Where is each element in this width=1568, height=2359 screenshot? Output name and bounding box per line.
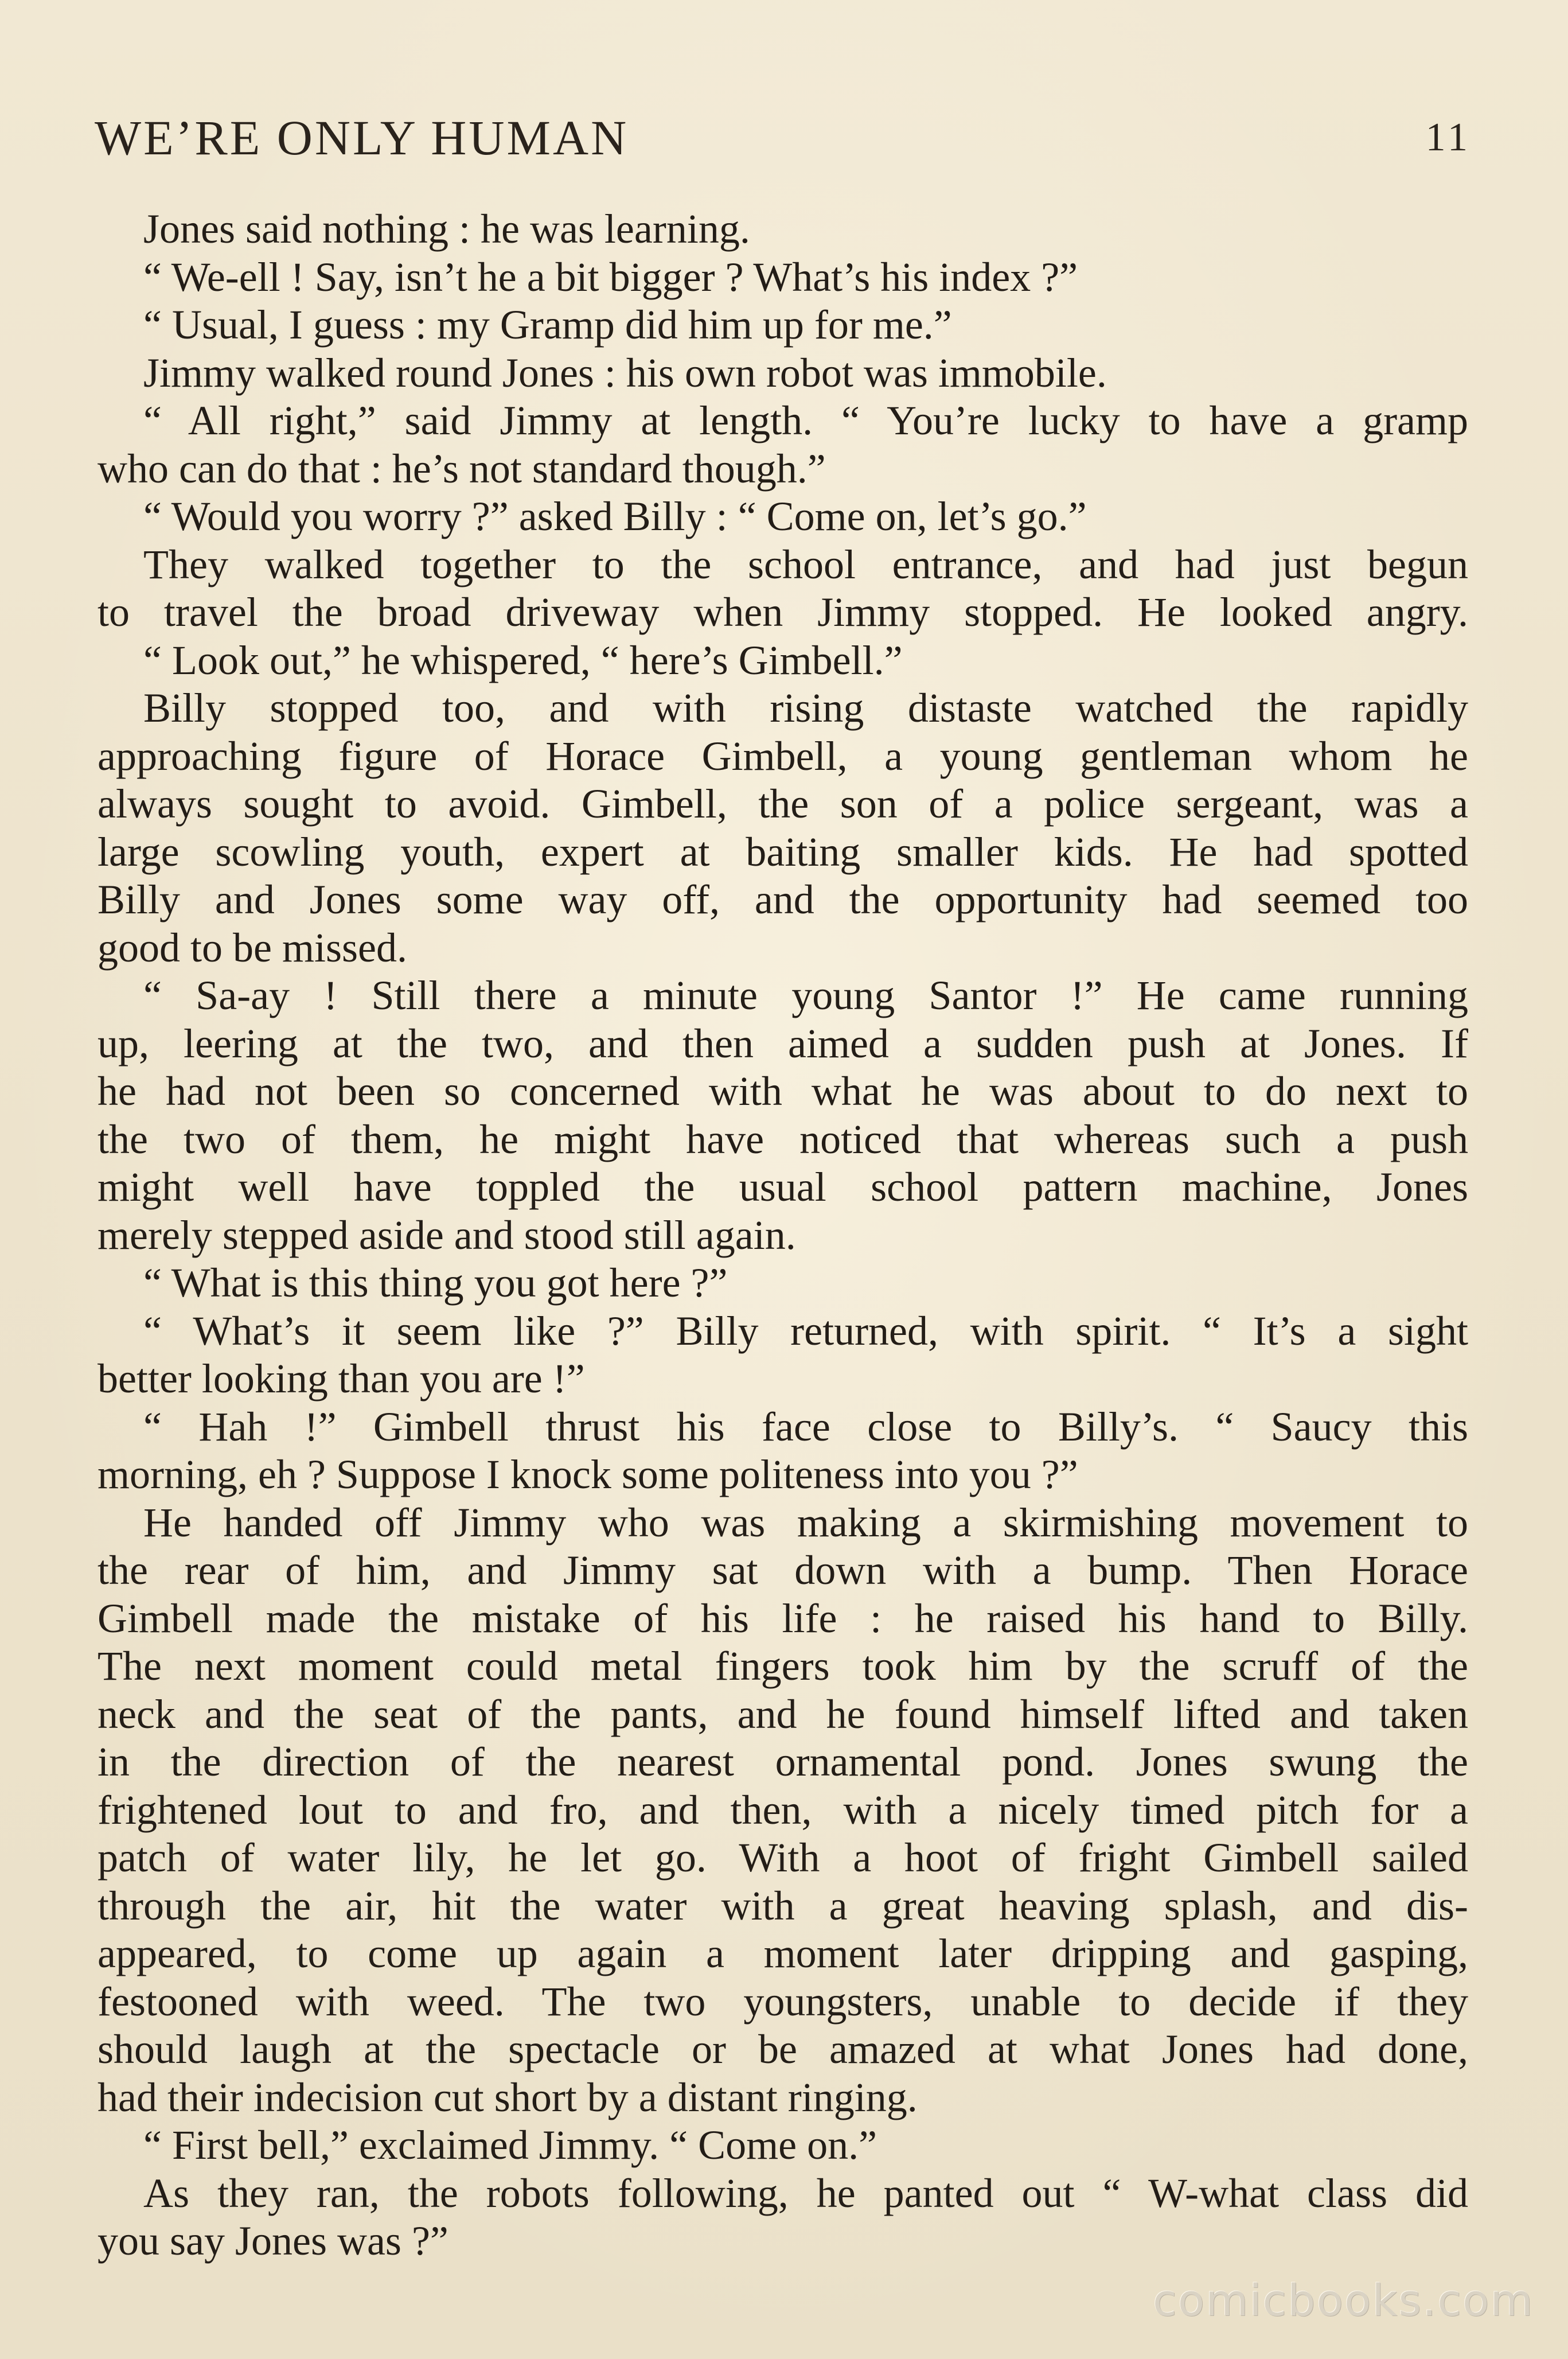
- text-line: “ Would you worry ?” asked Billy : “ Come on, let’s go.”: [143, 493, 1087, 539]
- text-line: had their indecision cut short by a distant ringing.: [97, 2074, 918, 2120]
- text-line: Gimbell made the mistake of his life : he raised his hand to Billy.: [97, 1595, 1468, 1641]
- text-line: to travel the broad driveway when Jimmy stopped. He looked angry.: [97, 589, 1468, 635]
- text-line: large scowling youth, expert at baiting smaller kids. He had spotted: [97, 828, 1468, 875]
- text-line: “ We-ell ! Say, isn’t he a bit bigger ? What’s his index ?”: [143, 254, 1078, 300]
- text-line: might well have toppled the usual school pattern machine, Jones: [97, 1164, 1468, 1210]
- text-line: neck and the seat of the pants, and he found himself lifted and taken: [97, 1691, 1468, 1737]
- text-line: better looking than you are !”: [97, 1356, 585, 1402]
- text-line: merely stepped aside and stood still again.: [97, 1212, 796, 1258]
- text-line: approaching figure of Horace Gimbell, a young gentleman whom he: [97, 733, 1468, 779]
- text-line: who can do that : he’s not standard though.”: [97, 445, 826, 492]
- text-line: He handed off Jimmy who was making a skirmishing movement to: [143, 1499, 1468, 1546]
- text-line: you say Jones was ?”: [97, 2218, 448, 2264]
- text-line: “ Look out,” he whispered, “ here’s Gimbell.”: [143, 637, 903, 683]
- text-line: Billy and Jones some way off, and the opportunity had seemed too: [97, 877, 1468, 922]
- text-line: appeared, to come up again a moment later dripping and gasping,: [97, 1930, 1468, 1976]
- body-text: [97, 205, 1468, 2265]
- text-line: festooned with weed. The two youngsters, unable to decide if they: [97, 1978, 1468, 2025]
- text-line: the two of them, he might have noticed that whereas such a push: [97, 1116, 1468, 1162]
- page-number: 11: [1425, 115, 1471, 159]
- running-head: [95, 103, 1471, 172]
- text-line: frightened lout to and fro, and then, with a nicely timed pitch for a: [97, 1786, 1468, 1833]
- text-line: Jones said nothing : he was learning.: [143, 206, 750, 252]
- text-line: morning, eh ? Suppose I knock some politeness into you ?”: [97, 1451, 1078, 1497]
- text-line: “ What is this thing you got here ?”: [143, 1260, 728, 1306]
- text-line: “ Sa-ay ! Still there a minute young Santor !” He came running: [143, 972, 1468, 1018]
- text-line: always sought to avoid. Gimbell, the son of a police sergeant, was a: [97, 781, 1468, 827]
- text-line: “ What’s it seem like ?” Billy returned, with spirit. “ It’s a sight: [143, 1307, 1468, 1354]
- text-line: the rear of him, and Jimmy sat down with a bump. Then Horace: [97, 1547, 1468, 1593]
- running-title: WE’RE ONLY HUMAN: [95, 110, 629, 165]
- text-line: They walked together to the school entrance, and had just begun: [143, 541, 1468, 587]
- text-line: good to be missed.: [97, 924, 407, 971]
- text-line: through the air, hit the water with a great heaving splash, and dis-: [97, 1882, 1468, 1929]
- text-line: Jimmy walked round Jones : his own robot was immobile.: [143, 349, 1107, 396]
- text-line: up, leering at the two, and then aimed a sudden push at Jones. If: [97, 1020, 1468, 1066]
- text-line: Billy stopped too, and with rising distaste watched the rapidly: [143, 685, 1468, 731]
- watermark: comicbooks.com: [1153, 2275, 1534, 2326]
- text-line: should laugh at the spectacle or be amazed at what Jones had done,: [97, 2026, 1468, 2072]
- text-line: “ All right,” said Jimmy at length. “ You’re lucky to have a gramp: [143, 398, 1468, 443]
- text-line: “ First bell,” exclaimed Jimmy. “ Come on.”: [143, 2122, 877, 2168]
- text-line: he had not been so concerned with what he was about to do next to: [97, 1068, 1468, 1114]
- text-line: “ Usual, I guess : my Gramp did him up for me.”: [143, 302, 952, 348]
- text-line: in the direction of the nearest ornamental pond. Jones swung the: [97, 1739, 1468, 1785]
- text-line: patch of water lily, he let go. With a hoot of fright Gimbell sailed: [97, 1835, 1468, 1881]
- text-line: “ Hah !” Gimbell thrust his face close to Billy’s. “ Saucy this: [143, 1403, 1468, 1450]
- text-line: As they ran, the robots following, he panted out “ W-what class did: [143, 2170, 1468, 2216]
- text-line: The next moment could metal fingers took him by the scruff of the: [97, 1643, 1468, 1689]
